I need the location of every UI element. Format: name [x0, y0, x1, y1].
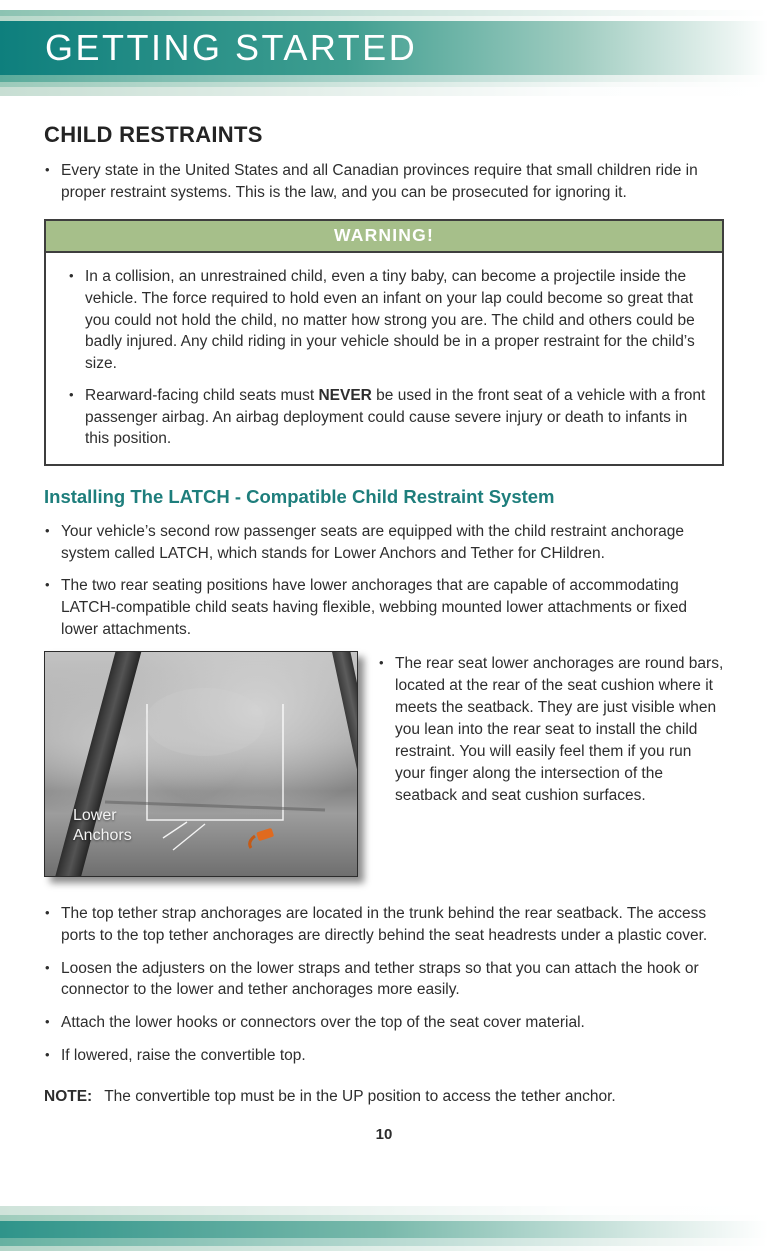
intro-bullet-list: [44, 160, 724, 203]
note-text: The convertible top must be in the UP position to access the tether anchor.: [104, 1088, 616, 1106]
banner-stripe: [0, 75, 768, 82]
rear-seat-photo: [44, 651, 358, 877]
latch-bullet-list: [44, 521, 724, 640]
banner-stripe: [0, 87, 768, 96]
banner-stripe: [0, 1206, 768, 1215]
warning-text-pre: Rearward-facing child seats must: [85, 386, 319, 404]
list-item: • The rear seat lower anchorages are round bars, located at the rear of the seat cushion where it meets the seatback. They are just visible when you lean into the rear seat to install the child restraint. You will easily feel them if you run your finger along the intersection of the seatback and seat cushion surfaces.: [378, 653, 724, 807]
banner-stripe: [0, 1246, 768, 1251]
warning-header: [46, 221, 722, 253]
figure-row: [44, 651, 724, 877]
warning-body: [46, 253, 722, 464]
note-label: NOTE:: [44, 1088, 93, 1106]
note-row: [44, 1086, 724, 1108]
figure-caption-column: [378, 651, 724, 877]
list-item: • The two rear seating positions have lower anchorages that are capable of accommodating LATCH-compatible child seats having flexible, webbing mounted lower attachments or fixed lower attachments.: [44, 575, 724, 640]
list-item: • Attach the lower hooks or connectors over the top of the seat cover material.: [44, 1012, 724, 1034]
warning-bullet-list: [68, 266, 708, 450]
banner-stripe: [0, 1238, 768, 1246]
page-number: 10: [375, 1126, 393, 1144]
warning-box: [44, 219, 724, 466]
figure-label-line: Lower: [73, 807, 117, 825]
section-title-latch: Installing The LATCH - Compatible Child Restraint System: [44, 485, 555, 507]
figure-label-lower-anchors: [73, 806, 132, 846]
list-item: • Your vehicle’s second row passenger seats are equipped with the child restraint anchorage system called LATCH, which stands for Lower Anchors and Tether for CHildren.: [44, 521, 724, 564]
list-item: • In a collision, an unrestrained child, even a tiny baby, can become a projectile inside the vehicle. The force required to hold even an infant on your lap could become so great that you could not hold the child, no matter how strong you are. The child and others could be badly injured. Any child riding in your vehicle should be in a proper restraint for the child’s size.: [68, 266, 708, 374]
page-content: [0, 122, 768, 1143]
top-banner: [0, 10, 768, 96]
post-figure-bullet-list: [44, 903, 724, 1066]
warning-title: WARNING!: [333, 225, 434, 246]
page-title: GETTING STARTED: [45, 27, 418, 68]
figure-label-line: Anchors: [73, 827, 132, 845]
list-item: • The top tether strap anchorages are located in the trunk behind the rear seatback. The access ports to the top tether anchorages are directly behind the seat headrests under a plastic cover.: [44, 903, 724, 946]
list-item: • Loosen the adjusters on the lower straps and tether straps so that you can attach the hook or connector to the lower and tether anchorages more easily.: [44, 958, 724, 1001]
warning-text-post: be used in the front seat of a vehicle with a front passenger airbag. An airbag deployment could cause severe injury or death to infants in this position.: [85, 386, 706, 448]
figure-bullet-list: [378, 653, 724, 807]
list-item: • Every state in the United States and all Canadian provinces require that small children ride in proper restraint systems. This is the law, and you can be prosecuted for ignoring it.: [44, 160, 724, 203]
banner-stripe: [0, 1221, 768, 1238]
bottom-banner: [0, 1206, 768, 1251]
title-band: [0, 21, 768, 75]
section-title-child-restraints: CHILD RESTRAINTS: [44, 122, 263, 147]
list-item: [68, 385, 708, 450]
warning-text-never: NEVER: [318, 386, 372, 404]
list-item: • If lowered, raise the convertible top.: [44, 1045, 724, 1067]
